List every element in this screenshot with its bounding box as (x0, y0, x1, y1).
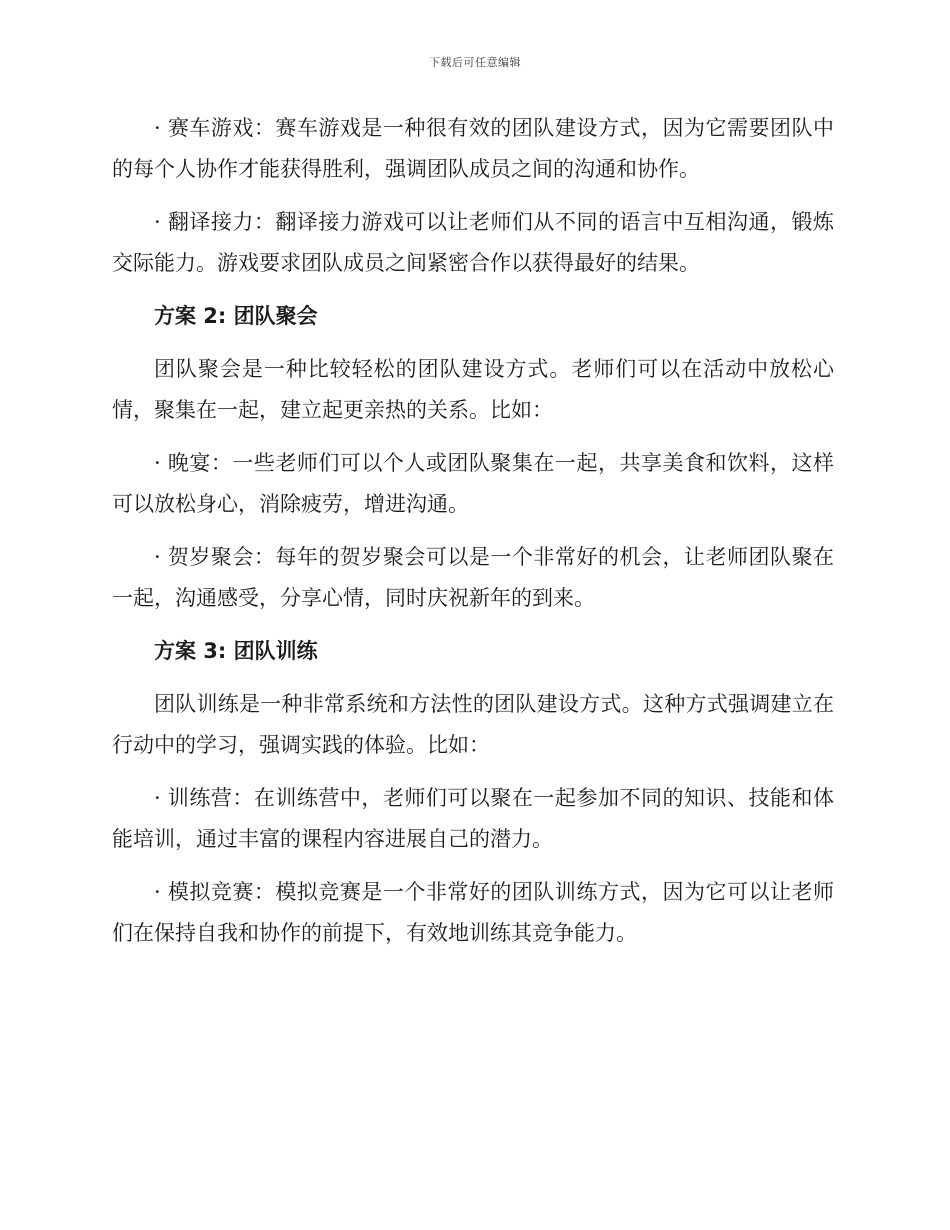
bullet-paragraph-simulation-contest: · 模拟竞赛：模拟竞赛是一个非常好的团队训练方式，因为它可以让老师们在保持自我和协作的前提下，有效地训练其竞争能力。 (112, 880, 834, 945)
page-header: 下载后可任意编辑 (429, 56, 521, 69)
bullet-paragraph-training-camp: · 训练营：在训练营中，老师们可以聚在一起参加不同的知识、技能和体能培训，通过丰富的课程内容进展自己的潜力。 (112, 786, 834, 851)
section-heading-plan-2: 方案 2: 团队聚会 (154, 304, 318, 328)
bullet-paragraph-translation-relay: · 翻译接力：翻译接力游戏可以让老师们从不同的语言中互相沟通，锻炼交际能力。游戏要求团队成员之间紧密合作以获得最好的结果。 (112, 210, 834, 275)
paragraph-team-gathering-intro: 团队聚会是一种比较轻松的团队建设方式。老师们可以在活动中放松心情，聚集在一起，建立起更亲热的关系。比如： (112, 357, 834, 422)
paragraph-team-training-intro: 团队训练是一种非常系统和方法性的团队建设方式。这种方式强调建立在行动中的学习，强调实践的体验。比如： (112, 692, 834, 757)
bullet-paragraph-racing-game: · 赛车游戏：赛车游戏是一种很有效的团队建设方式，因为它需要团队中的每个人协作才能获得胜利，强调团队成员之间的沟通和协作。 (112, 116, 834, 181)
section-heading-plan-3: 方案 3: 团队训练 (154, 639, 318, 663)
bullet-paragraph-dinner: · 晚宴：一些老师们可以个人或团队聚集在一起，共享美食和饮料，这样可以放松身心，消除疲劳，增进沟通。 (112, 451, 834, 516)
document-body (112, 108, 834, 966)
bullet-paragraph-new-year-party: · 贺岁聚会：每年的贺岁聚会可以是一个非常好的机会，让老师团队聚在一起，沟通感受，分享心情，同时庆祝新年的到来。 (112, 545, 834, 610)
